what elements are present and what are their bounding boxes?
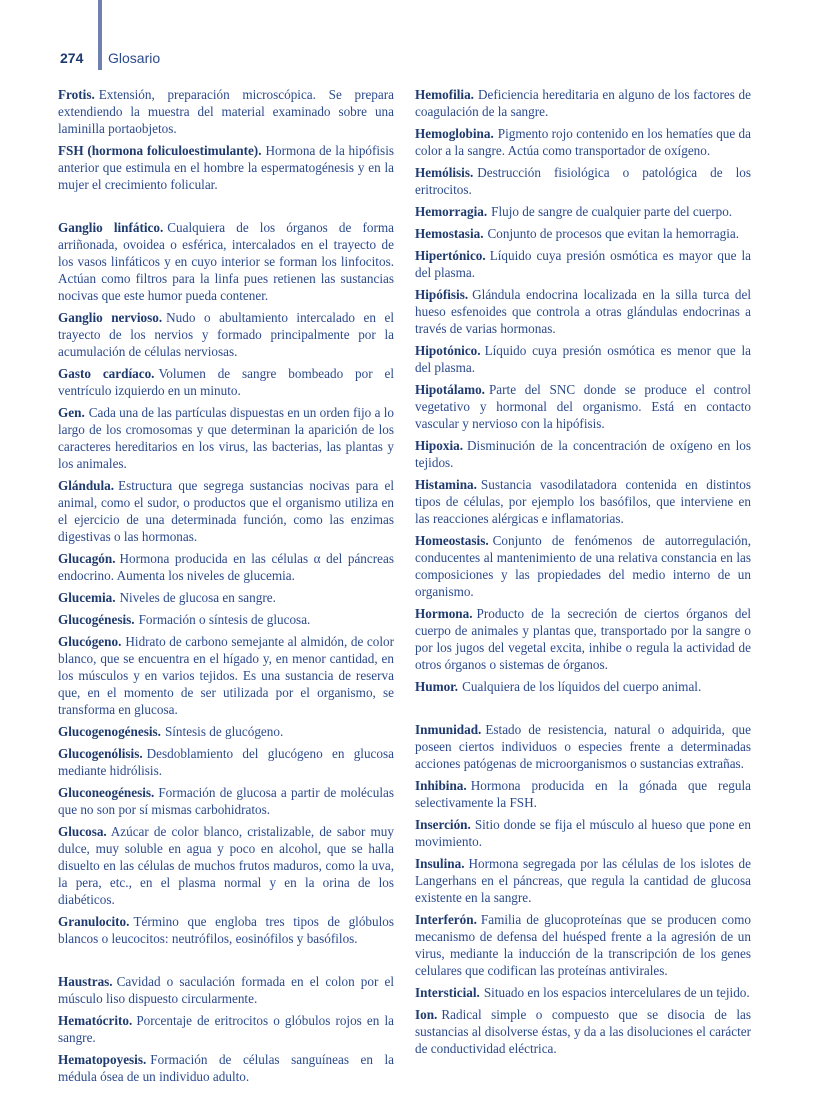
entry-definition: Conjunto de procesos que evitan la hemorragia. — [487, 226, 740, 241]
entry-term: Hematócrito. — [58, 1013, 133, 1028]
entry-definition: Líquido cuya presión osmótica es mayor que la del plasma. — [415, 248, 751, 280]
glossary-entry — [415, 247, 751, 281]
entry-term: Hormona. — [415, 606, 473, 621]
entry-term: Glucemia. — [58, 590, 116, 605]
glossary-entry — [58, 365, 394, 399]
entry-term: Glucosa. — [58, 824, 107, 839]
entry-definition: Hormona producida en la gónada que regula selectivamente la FSH. — [415, 778, 751, 810]
entry-definition: Sustancia vasodilatadora contenida en distintos tipos de células, por ejemplo los basófilos, que interviene en las reacciones alérgicas e inflamatorias. — [415, 477, 751, 526]
glossary-entry — [415, 605, 751, 673]
glossary-entry — [58, 611, 394, 628]
entry-term: Hipertónico. — [415, 248, 486, 263]
entry-term: Granulocito. — [58, 914, 130, 929]
left-column — [58, 86, 394, 1111]
glossary-entry — [415, 984, 751, 1001]
glossary-entry — [415, 855, 751, 906]
glossary-entry — [415, 476, 751, 527]
letter-group — [58, 973, 394, 1085]
entry-term: Glucagón. — [58, 551, 116, 566]
entry-definition: Parte del SNC donde se produce el control vegetativo y hormonal del organismo. Está en contacto vascular y nervioso con la hipófisis. — [415, 382, 751, 431]
glossary-entry — [58, 219, 394, 304]
entry-term: Hemoglobina. — [415, 126, 494, 141]
entry-definition: Hidrato de carbono semejante al almidón, de color blanco, que se encuentra en el hígado y, en menor cantidad, en los músculos y en varios tejidos. Es una sustancia de reserva que, en el momento de ser utilizada por el organismo, se transforma en glucosa. — [58, 634, 394, 717]
entry-term: Hipotálamo. — [415, 382, 485, 397]
entry-definition: Formación de glucosa a partir de moléculas que no son por sí mismas carbohidratos. — [58, 785, 394, 817]
entry-term: Glucogénesis. — [58, 612, 135, 627]
entry-term: Hemorragia. — [415, 204, 488, 219]
entry-definition: Destrucción fisiológica o patológica de los eritrocitos. — [415, 165, 751, 197]
entry-definition: Deficiencia hereditaria en alguno de los factores de coagulación de la sangre. — [415, 87, 751, 119]
entry-term: Glucogenogénesis. — [58, 724, 161, 739]
entry-term: Gluconeogénesis. — [58, 785, 155, 800]
glossary-entry — [415, 203, 751, 220]
glossary-entry — [58, 723, 394, 740]
glossary-entry — [58, 86, 394, 137]
page-number: 274 — [60, 50, 84, 66]
glossary-entry — [415, 86, 751, 120]
entry-definition: Porcentaje de eritrocitos o glóbulos rojos en la sangre. — [58, 1013, 394, 1045]
entry-definition: Hormona de la hipófisis anterior que estimula en el hombre la espermatogénesis y en la mujer el crecimiento folicular. — [58, 143, 394, 192]
entry-definition: Conjunto de fenómenos de autorregulación, conducentes al mantenimiento de una relativa constancia en las composiciones y las propiedades del medio interno de un organismo. — [415, 533, 751, 599]
entry-term: Glucogenólisis. — [58, 746, 143, 761]
entry-term: Glucógeno. — [58, 634, 122, 649]
glossary-entry — [415, 816, 751, 850]
glossary-entry — [58, 550, 394, 584]
entry-term: Homeostasis. — [415, 533, 489, 548]
entry-term: Ganglio nervioso. — [58, 310, 163, 325]
entry-definition: Estado de resistencia, natural o adquirida, que poseen ciertos individuos o especies frente a determinadas acciones patógenas de microorganismos o sustancias extrañas. — [415, 722, 751, 771]
entry-definition: Cavidad o saculación formada en el colon por el músculo liso dispuesto circularmente. — [58, 974, 394, 1006]
entry-term: Hipoxia. — [415, 438, 463, 453]
glossary-entry — [415, 911, 751, 979]
glossary-entry — [58, 784, 394, 818]
entry-definition: Nudo o abultamiento intercalado en el trayecto de los nervios y formado principalmente por la acumulación de células nerviosas. — [58, 310, 394, 359]
glossary-entry — [415, 225, 751, 242]
entry-definition: Síntesis de glucógeno. — [164, 724, 284, 739]
entry-definition: Producto de la secreción de ciertos órganos del cuerpo de animales y plantas que, transportado por la sangre o por los jugos del vegetal excita, inhibe o regula la actividad de otros órganos o sistemas de órganos. — [415, 606, 751, 672]
glossary-entry — [58, 913, 394, 947]
entry-definition: Sitio donde se fija el músculo al hueso que pone en movimiento. — [415, 817, 751, 849]
glossary-entry — [415, 678, 751, 695]
glossary-entry — [415, 437, 751, 471]
glossary-entry — [415, 721, 751, 772]
letter-group — [415, 86, 751, 695]
header-rule — [98, 0, 102, 70]
entry-definition: Disminución de la concentración de oxígeno en los tejidos. — [415, 438, 751, 470]
entry-term: Interferón. — [415, 912, 477, 927]
glossary-entry — [415, 381, 751, 432]
glossary-entry — [58, 633, 394, 718]
entry-term: Hemofilia. — [415, 87, 474, 102]
glossary-entry — [58, 589, 394, 606]
glossary-entry — [415, 532, 751, 600]
entry-definition: Flujo de sangre de cualquier parte del cuerpo. — [491, 204, 733, 219]
entry-term: Inserción. — [415, 817, 471, 832]
glossary-entry — [415, 342, 751, 376]
entry-term: Humor. — [415, 679, 459, 694]
letter-group — [58, 219, 394, 947]
entry-definition: Volumen de sangre bombeado por el ventrículo izquierdo en un minuto. — [58, 366, 394, 398]
entry-term: Gasto cardíaco. — [58, 366, 155, 381]
entry-term: Histamina. — [415, 477, 477, 492]
entry-term: FSH (hormona foliculoestimulante). — [58, 143, 262, 158]
entry-definition: Formación de células sanguíneas en la médula ósea de un individuo adulto. — [58, 1052, 394, 1084]
entry-term: Inhibina. — [415, 778, 467, 793]
glossary-entry — [415, 1006, 751, 1057]
entry-definition: Cualquiera de los líquidos del cuerpo animal. — [462, 679, 702, 694]
entry-term: Hemostasia. — [415, 226, 484, 241]
letter-group — [58, 86, 394, 193]
entry-term: Ganglio linfático. — [58, 220, 164, 235]
entry-definition: Familia de glucoproteínas que se producen como mecanismo de defensa del huésped frente a la agresión de un virus, mediante la inducción de la transcripción de los genes celulares que codifican las proteínas antivirales. — [415, 912, 751, 978]
glossary-entry — [58, 1012, 394, 1046]
entry-definition: Cualquiera de los órganos de forma arriñonada, ovoidea o esférica, intercalados en el trayecto de los vasos linfáticos y en cuyo interior se forman los linfocitos. Actúan como filtros para la linfa pues retienen las sustancias nocivas que este humor pueda contener. — [58, 220, 394, 303]
entry-definition: Hormona segregada por las células de los islotes de Langerhans en el páncreas, que regula la cantidad de glucosa existente en la sangre. — [415, 856, 751, 905]
entry-definition: Estructura que segrega sustancias nocivas para el animal, como el sudor, o productos que el organismo utiliza en el ejercicio de una determinada función, como las enzimas digestivas o las hormonas. — [58, 478, 394, 544]
entry-definition: Extensión, preparación microscópica. Se prepara extendiendo la muestra del material examinado sobre una laminilla portaobjetos. — [58, 87, 394, 136]
glossary-entry — [58, 1051, 394, 1085]
entry-term: Intersticial. — [415, 985, 480, 1000]
entry-definition: Glándula endocrina localizada en la silla turca del hueso esfenoides que controla a otras glándulas endocrinas a través de varias hormonas. — [415, 287, 751, 336]
entry-definition: Situado en los espacios intercelulares de un tejido. — [483, 985, 750, 1000]
glossary-entry — [58, 309, 394, 360]
entry-term: Ion. — [415, 1007, 438, 1022]
glossary-entry — [415, 286, 751, 337]
entry-term: Frotis. — [58, 87, 95, 102]
entry-definition: Líquido cuya presión osmótica es menor que la del plasma. — [415, 343, 751, 375]
entry-definition: Desdoblamiento del glucógeno en glucosa mediante hidrólisis. — [58, 746, 394, 778]
glossary-entry — [58, 973, 394, 1007]
entry-term: Inmunidad. — [415, 722, 482, 737]
entry-term: Hemólisis. — [415, 165, 474, 180]
entry-term: Gen. — [58, 405, 85, 420]
glossary-entry — [58, 142, 394, 193]
entry-term: Insulina. — [415, 856, 465, 871]
glossary-entry — [58, 477, 394, 545]
right-column — [415, 86, 751, 1083]
entry-definition: Pigmento rojo contenido en los hematíes que da color a la sangre. Actúa como transportador de oxígeno. — [415, 126, 751, 158]
glossary-entry — [415, 164, 751, 198]
entry-definition: Niveles de glucosa en sangre. — [119, 590, 276, 605]
entry-definition: Formación o síntesis de glucosa. — [138, 612, 311, 627]
entry-term: Haustras. — [58, 974, 113, 989]
entry-definition: Hormona producida en las células α del páncreas endocrino. Aumenta los niveles de glucemia. — [58, 551, 394, 583]
entry-definition: Cada una de las partículas dispuestas en un orden fijo a lo largo de los cromosomas y que determinan la aparición de los caracteres hereditarios en los virus, las bacterias, las plantas y los animales. — [58, 405, 394, 471]
entry-term: Glándula. — [58, 478, 115, 493]
glossary-entry — [415, 777, 751, 811]
glossary-entry — [58, 404, 394, 472]
glossary-entry — [58, 823, 394, 908]
entry-definition: Término que engloba tres tipos de glóbulos blancos o leucocitos: neutrófilos, eosinófilos y basófilos. — [58, 914, 394, 946]
entry-definition: Radical simple o compuesto que se disocia de las sustancias al disolverse éstas, y da a las disoluciones el carácter de conductividad eléctrica. — [415, 1007, 751, 1056]
glossary-entry — [58, 745, 394, 779]
entry-term: Hipotónico. — [415, 343, 481, 358]
section-title: Glosario — [108, 50, 161, 66]
glossary-entry — [415, 125, 751, 159]
entry-term: Hipófisis. — [415, 287, 469, 302]
entry-definition: Azúcar de color blanco, cristalizable, de sabor muy dulce, muy soluble en agua y poco en alcohol, que se halla disuelto en las células de muchos frutos maduros, como la uva, la pera, etc., en el plasma normal y en la orina de los diabéticos. — [58, 824, 394, 907]
entry-term: Hematopoyesis. — [58, 1052, 147, 1067]
letter-group — [415, 721, 751, 1057]
